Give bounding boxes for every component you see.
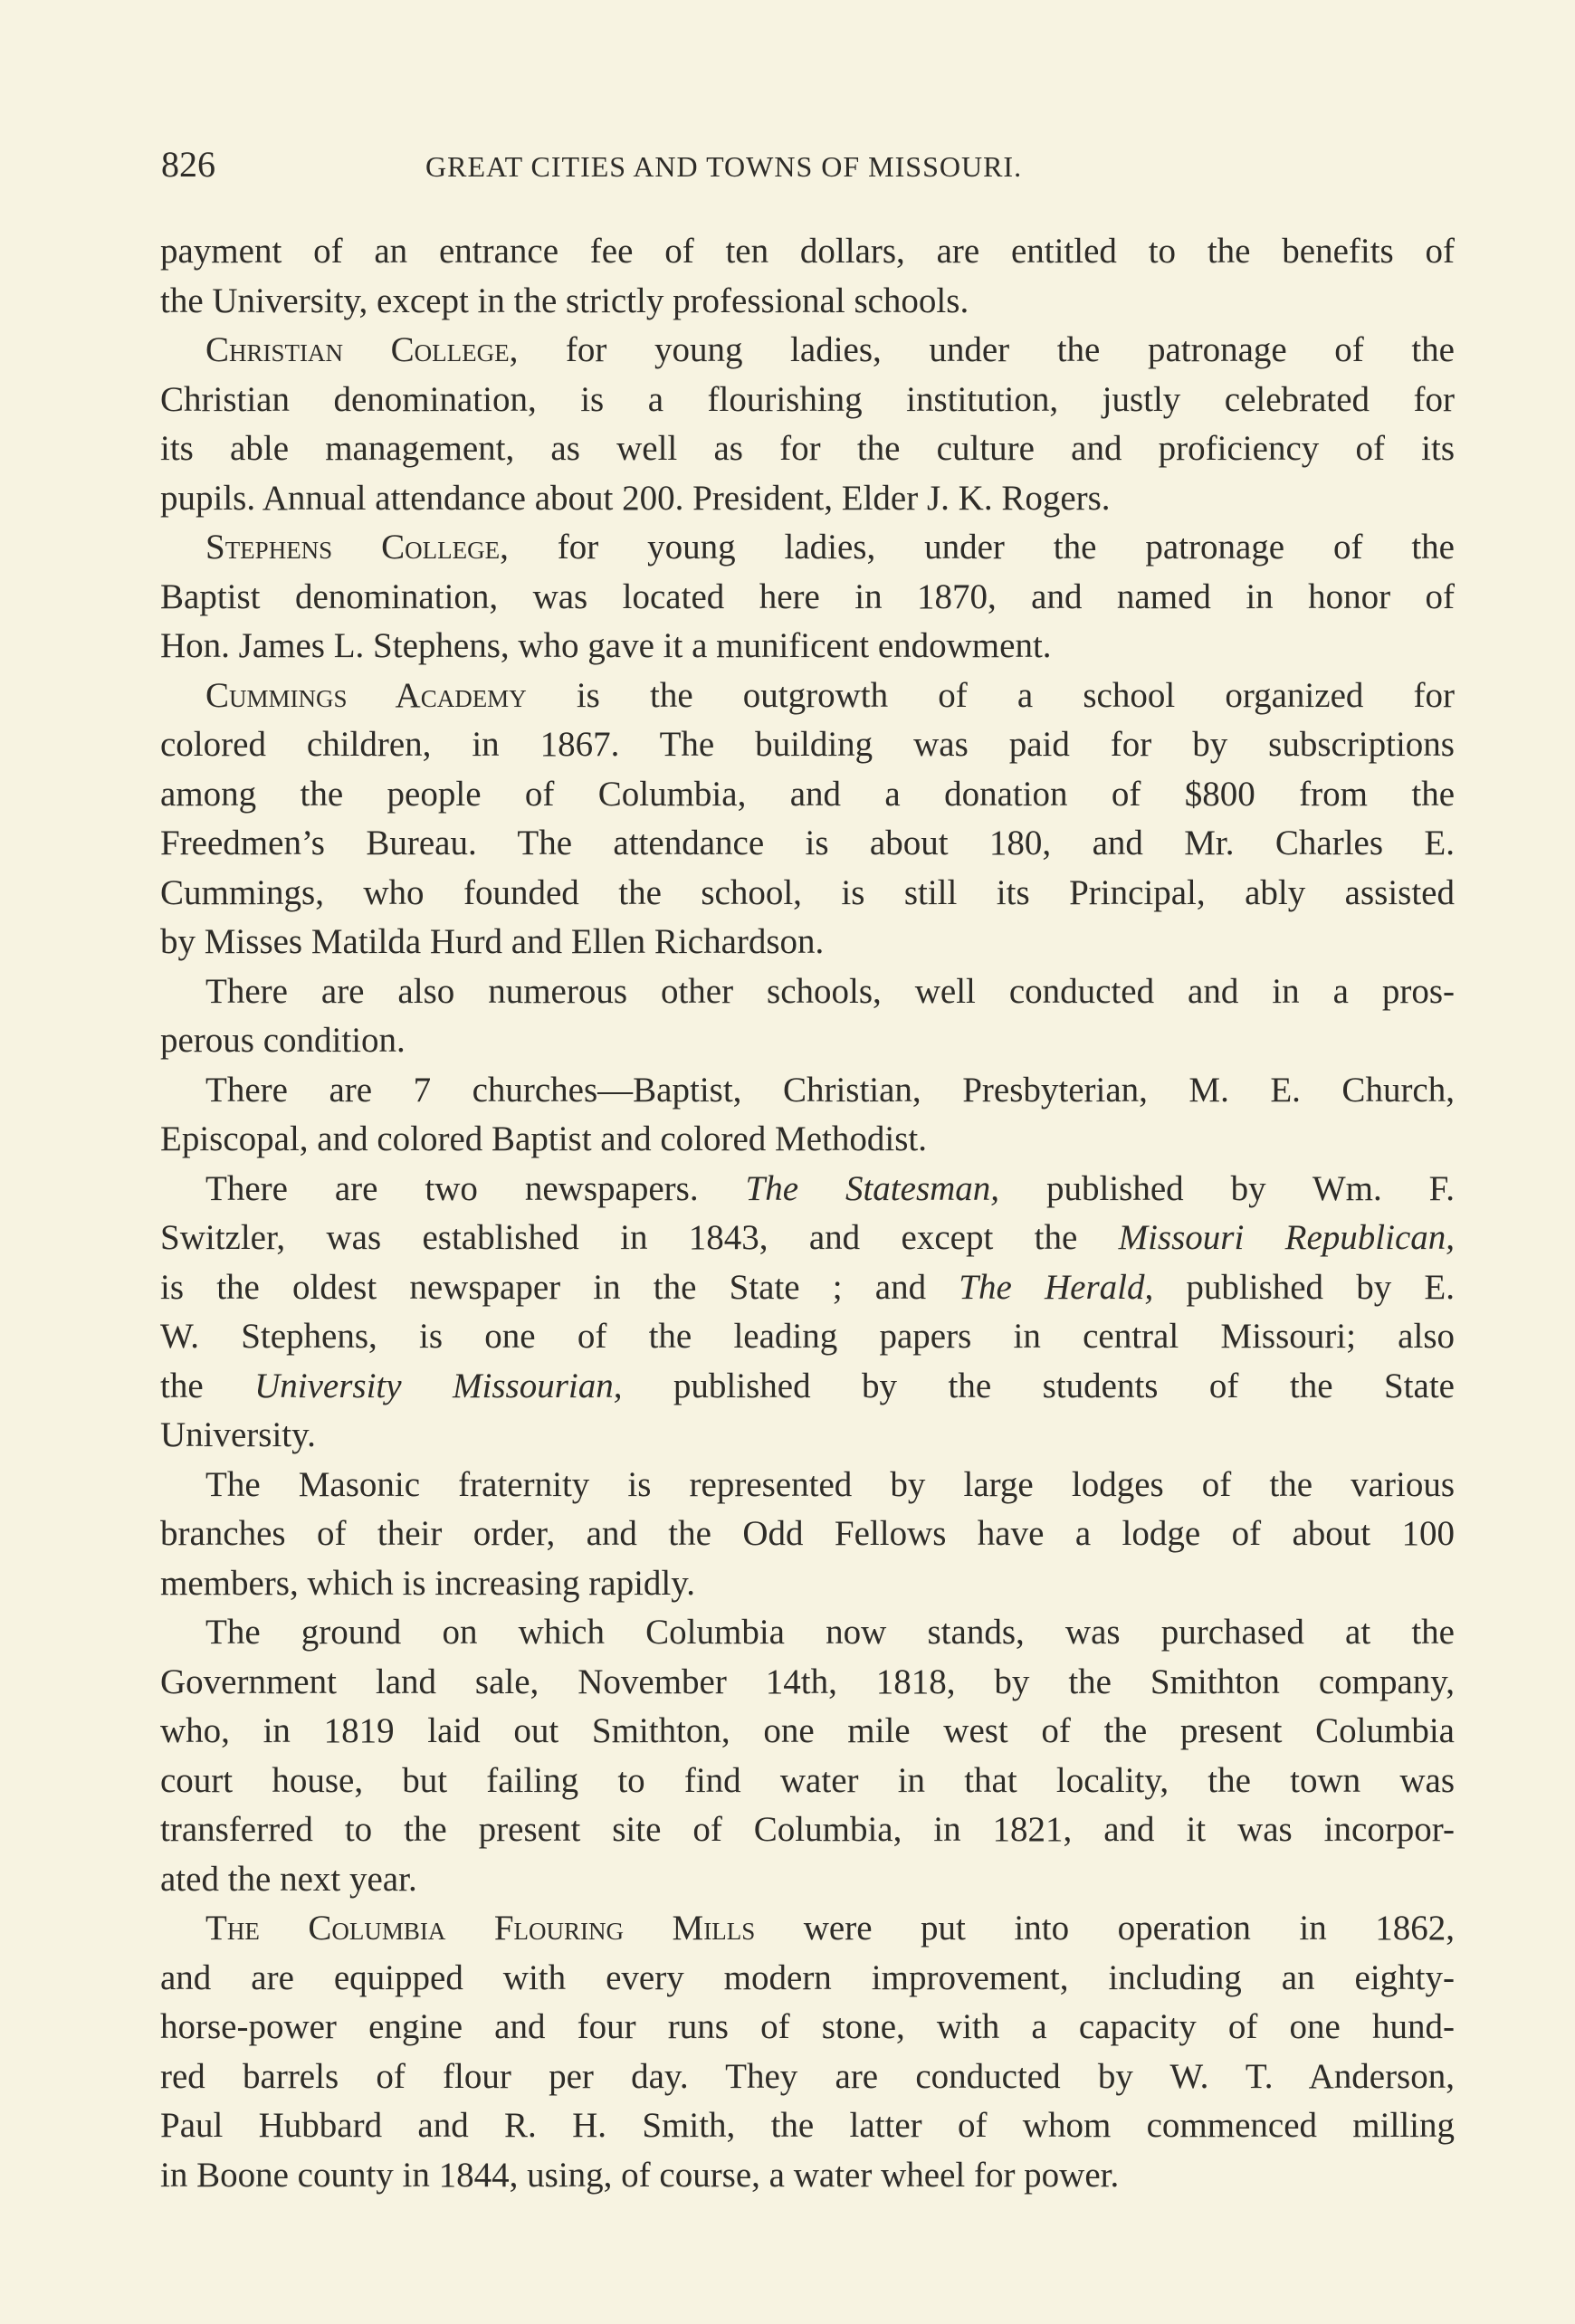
italic-title: University Missourian, [254,1366,623,1405]
text-line [160,2101,1455,2151]
text-run: Cummings, who founded the school, is still its Principal, ably assisted [160,872,1455,912]
text-line [160,2003,1455,2053]
paragraph [160,1165,1455,1461]
text-run: Episcopal, and colored Baptist and colored Methodist. [160,1119,927,1158]
text-line [160,1559,1455,1609]
text-line [160,1312,1455,1362]
text-run: branches of their order, and the Odd Fellows have a lodge of about 100 [160,1514,1455,1553]
text-line [160,622,1455,671]
page-number: 826 [161,144,215,185]
text-line [160,2151,1455,2201]
paragraph [160,227,1455,326]
text-run: W. Stephens, is one of the leading papers in central Missouri; also [160,1317,1455,1356]
text-line [160,1608,1455,1658]
small-caps-heading: Stephens College, [205,528,509,567]
text-run: who, in 1819 laid out Smithton, one mile west of the present Columbia [160,1711,1455,1750]
text-run: pupils. Annual attendance about 200. President, Elder J. K. Rogers. [160,478,1111,518]
text-line [160,1214,1455,1263]
text-run: Switzler, was established in 1843, and except the [160,1218,1119,1257]
text-line [160,1165,1455,1214]
text-line [160,1707,1455,1757]
small-caps-heading: The Columbia Flouring Mills [205,1909,756,1948]
text-run: the University, except in the strictly professional schools. [160,281,969,320]
text-line [160,1115,1455,1165]
text-line [160,967,1455,1017]
text-run: payment of an entrance fee of ten dollars, are entitled to the benefits of [160,232,1455,271]
text-line [160,1855,1455,1905]
text-run: for young ladies, under the patronage of the [518,330,1455,369]
text-run: red barrels of flour per day. They are conducted by W. T. Anderson, [160,2056,1455,2096]
text-run: published by the students of the State [622,1366,1455,1405]
text-run: in Boone county in 1844, using, of course, a water wheel for power. [160,2155,1120,2195]
text-run: Paul Hubbard and R. H. Smith, the latter of whom commenced milling [160,2106,1455,2145]
text-run: Christian denomination, is a flourishing institution, justly celebrated for [160,379,1455,419]
running-title: GREAT CITIES AND TOWNS OF MISSOURI. [425,150,1023,183]
text-run: perous condition. [160,1021,406,1060]
text-run: Freedmen’s Bureau. The attendance is about 180, and Mr. Charles E. [160,824,1455,862]
text-run: and are equipped with every modern improvement, including an eighty- [160,1957,1455,1997]
text-line [160,720,1455,770]
paragraph [160,1461,1455,1609]
text-run: transferred to the present site of Columbia, in 1821, and it was incorpor- [160,1810,1455,1849]
text-run: is the oldest newspaper in the State ; and [160,1267,959,1307]
text-line [160,227,1455,277]
text-run: There are two newspapers. [205,1168,746,1208]
paragraph [160,1904,1455,2200]
text-line [160,869,1455,919]
paragraph [160,967,1455,1066]
text-run: members, which is increasing rapidly. [160,1563,695,1603]
text-line [160,671,1455,721]
italic-title: The Statesman, [745,1168,1000,1208]
paragraph [160,523,1455,671]
text-run: court house, but failing to find water in that locality, the town was [160,1760,1455,1800]
text-line [160,1658,1455,1708]
text-line [160,573,1455,623]
text-run: among the people of Columbia, and a donation of $800 from the [160,774,1455,814]
text-run: Government land sale, November 14th, 1818, by the Smithton company, [160,1662,1455,1701]
text-line [160,1805,1455,1855]
text-line [160,1263,1455,1313]
paragraph [160,1066,1455,1165]
text-run: colored children, in 1867. The building was paid for by subscriptions [160,725,1455,764]
text-run: There are 7 churches—Baptist, Christian, Presbyterian, M. E. Church, [205,1070,1455,1110]
text-line [160,1016,1455,1066]
text-run: University. [160,1415,316,1454]
text-line [160,1954,1455,2004]
text-run: published by E. [1153,1267,1455,1307]
text-line [160,770,1455,820]
text-run: its able management, as well as for the culture and proficiency of its [160,429,1455,468]
text-run: the [160,1366,255,1405]
text-run: were put into operation in 1862, [755,1909,1455,1948]
text-line [160,523,1455,573]
text-run: Baptist denomination, was located here in 1870, and named in honor of [160,576,1455,616]
text-run: for young ladies, under the patronage of the [508,528,1455,567]
text-line [160,326,1455,376]
paragraph [160,671,1455,967]
italic-title: Missouri Republican, [1118,1218,1455,1257]
paragraph [160,1608,1455,1904]
small-caps-heading: Cummings Academy [205,675,527,715]
text-line [160,1362,1455,1412]
text-line [160,918,1455,967]
text-line [160,376,1455,425]
text-run: is the outgrowth of a school organized for [526,675,1455,715]
text-line [160,1461,1455,1510]
text-line [160,1904,1455,1954]
text-line [160,1510,1455,1559]
text-line [160,474,1455,524]
text-line [160,819,1455,869]
text-line [160,277,1455,327]
text-line [160,2053,1455,2102]
text-line [160,1066,1455,1116]
text-line [160,424,1455,474]
text-run: There are also numerous other schools, well conducted and in a pros- [205,971,1455,1011]
italic-title: The Herald, [959,1267,1154,1307]
text-line [160,1757,1455,1806]
text-run: Hon. James L. Stephens, who gave it a munificent endowment. [160,626,1052,665]
paragraph [160,326,1455,523]
text-run: The ground on which Columbia now stands, was purchased at the [205,1613,1455,1652]
text-run: horse-power engine and four runs of stone, with a capacity of one hund- [160,2007,1455,2046]
text-run: published by Wm. F. [999,1168,1455,1208]
text-run: ated the next year. [160,1859,417,1899]
page-body [160,227,1455,2200]
small-caps-heading: Christian College, [205,330,519,369]
text-line [160,1411,1455,1461]
text-run: The Masonic fraternity is represented by large lodges of the various [205,1464,1455,1504]
text-run: by Misses Matilda Hurd and Ellen Richardson. [160,922,825,961]
